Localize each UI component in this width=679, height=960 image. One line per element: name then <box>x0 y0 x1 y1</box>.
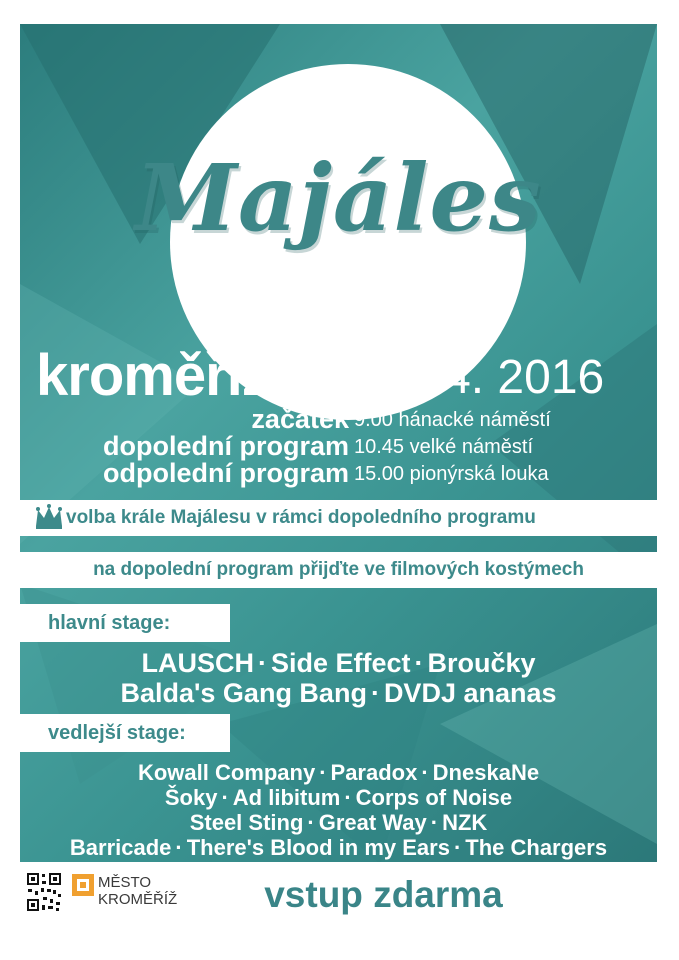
band-name: Corps of Noise <box>355 785 513 810</box>
city-logo-line: MĚSTO <box>98 874 152 891</box>
band-name: DneskaNe <box>432 760 540 785</box>
event-date: 29. 4. 2016 <box>364 351 605 404</box>
schedule-label: začátek <box>251 404 349 434</box>
band-name: Steel Sting <box>189 810 304 835</box>
band-name: Side Effect <box>270 648 411 678</box>
schedule-value: 10.45 velké náměstí <box>354 436 533 458</box>
main-stage-lineup <box>20 648 657 708</box>
schedule-value: 15.00 pionýrská louka <box>354 463 549 485</box>
lineup-line: Steel Sting · Great Way · NZK <box>189 810 488 835</box>
poster <box>20 24 657 928</box>
band-name: Balda's Gang Bang <box>120 678 367 708</box>
band-name: There's Blood in my Ears <box>186 835 450 860</box>
side-stage-tag <box>20 714 230 752</box>
band-name: Great Way <box>318 810 427 835</box>
lineup-line: Šoky · Ad libitum · Corps of Noise <box>164 785 513 810</box>
free-entry-text: vstup zdarma <box>264 874 503 915</box>
band-name: DVDJ ananas <box>383 678 557 708</box>
king-election-band <box>20 500 657 536</box>
band-name: LAUSCH <box>141 648 254 678</box>
costume-band <box>20 552 657 588</box>
band-name: Ad libitum <box>232 785 341 810</box>
band-name: Barricade <box>69 835 172 860</box>
schedule-row <box>20 433 657 459</box>
crown-icon <box>34 504 64 530</box>
side-stage-lineup <box>20 760 657 860</box>
schedule-label: odpolední program <box>103 458 349 488</box>
band-name: Kowall Company <box>137 760 316 785</box>
band-name: NZK <box>442 810 488 835</box>
lineup-line: Balda's Gang Bang · DVDJ ananas <box>120 678 557 708</box>
main-stage-tag <box>20 604 230 642</box>
band-name: The Chargers <box>465 835 608 860</box>
schedule-value: 9.00 hánacké náměstí <box>354 409 551 431</box>
king-election-text: volba krále Majálesu v rámci dopoledního programu <box>66 507 536 528</box>
schedule-row <box>20 460 657 486</box>
band-name: Broučky <box>427 648 536 678</box>
city-logo-line: KROMĚŘÍŽ <box>98 891 178 908</box>
city-title: kroměříž <box>36 343 270 408</box>
lineup-line: Barricade · There's Blood in my Ears · The Chargers <box>69 835 608 860</box>
schedule-row <box>20 406 657 432</box>
band-name: Paradox <box>330 760 418 785</box>
band-name: Šoky <box>164 785 218 810</box>
lineup-line: Kowall Company · Paradox · DneskaNe <box>137 760 540 785</box>
side-stage-label: vedlejší stage: <box>48 722 186 744</box>
majales-logo: Majáles <box>135 144 542 252</box>
lineup-line: LAUSCH · Side Effect · Broučky <box>141 648 536 678</box>
costume-text: na dopolední program přijďte ve filmových kostýmech <box>93 559 584 580</box>
schedule-label: dopolední program <box>103 431 349 461</box>
main-stage-label: hlavní stage: <box>48 612 171 634</box>
